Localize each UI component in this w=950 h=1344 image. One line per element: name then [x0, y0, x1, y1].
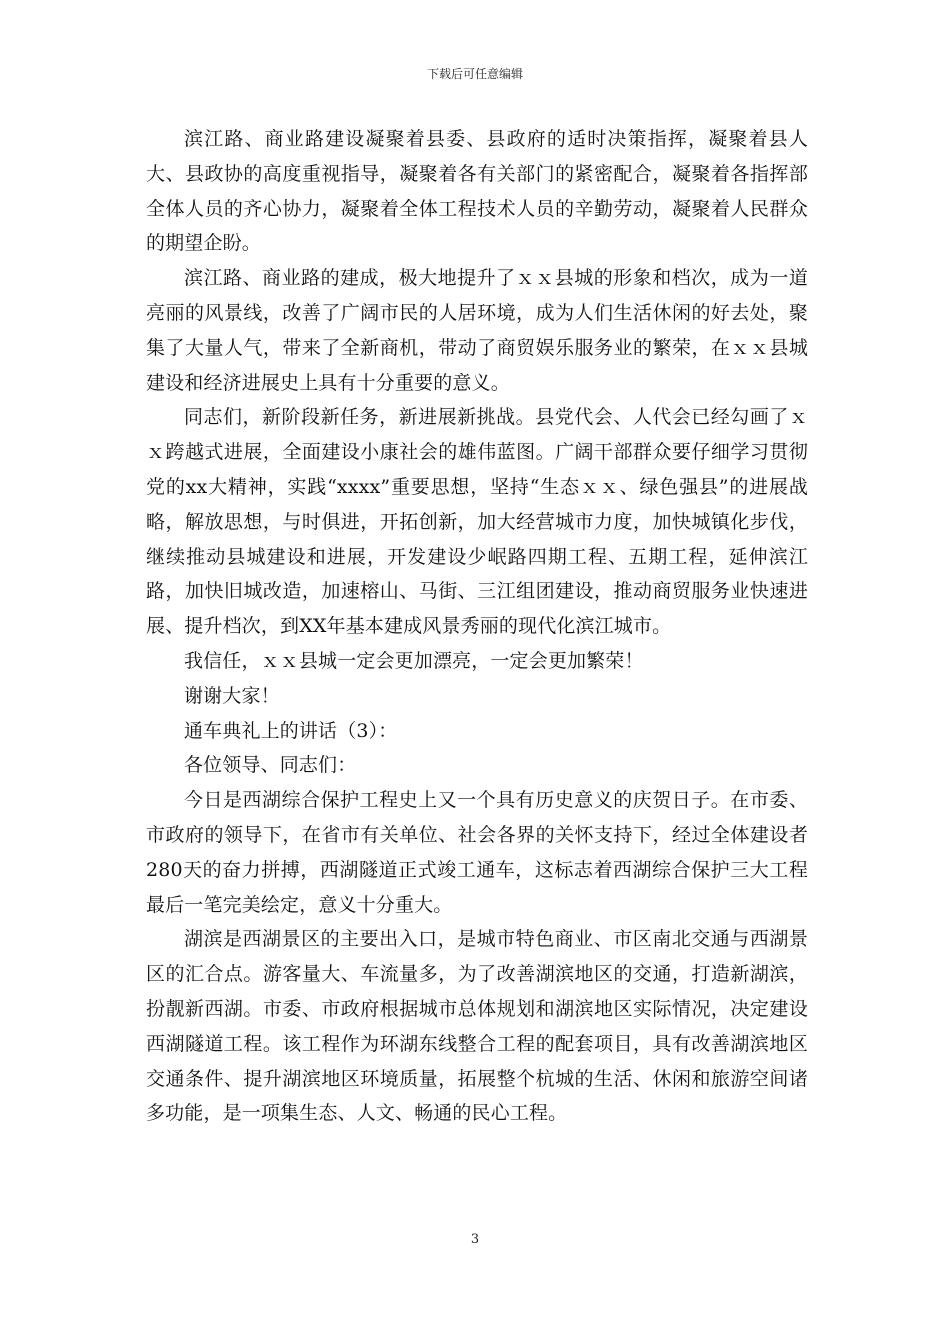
paragraph: 湖滨是西湖景区的主要出入口，是城市特色商业、市区南北交通与西湖景区的汇合点。游客量大、车流量多，为了改善湖滨地区的交通，打造新湖滨，扮靓新西湖。市委、市政府根据城市总体规划和湖滨地区实际情况，决定建设西湖隧道工程。该工程作为环湖东线整合工程的配套项目，具有改善湖滨地区交通条件、提升湖滨地区环境质量，拓展整个杭城的生活、休闲和旅游空间诸多功能，是一项集生态、人文、畅通的民心工程。 [146, 928, 808, 1125]
document-body [146, 122, 808, 1131]
paragraph: 滨江路、商业路建设凝聚着县委、县政府的适时决策指挥，凝聚着县人大、县政协的高度重视指导，凝聚着各有关部门的紧密配合，凝聚着各指挥部全体人员的齐心协力，凝聚着全体工程技术人员的辛勤劳动，凝聚着人民群众的期望企盼。 [146, 128, 808, 255]
salutation: 各位领导、同志们： [184, 754, 357, 777]
page-header: 下载后可任意编辑 [426, 67, 523, 81]
section-title: 通车典礼上的讲话（3）： [184, 719, 398, 742]
paragraph: 今日是西湖综合保护工程史上又一个具有历史意义的庆贺日子。在市委、市政府的领导下，在省市有关单位、社会各界的关怀支持下，经过全体建设者280天的奋力拼搏，西湖隧道正式竣工通车，这标志着西湖综合保护三大工程最后一笔完美绘定，意义十分重大。 [146, 789, 808, 916]
paragraph: 同志们，新阶段新任务，新进展新挑战。县党代会、人代会已经勾画了ｘｘ跨越式进展，全面建设小康社会的雄伟蓝图。广阔干部群众要仔细学习贯彻党的xx大精神，实践“xxxx”重要思想，坚持“生态ｘｘ、绿色强县”的进展战略，解放思想，与时俱进，开拓创新，加大经营城市力度，加快城镇化步伐，继续推动县城建设和进展，开发建设少岷路四期工程、五期工程，延伸滨江路，加快旧城改造，加速榕山、马街、三江组团建设，推动商贸服务业快速进展、提升档次，到XX年基本建成风景秀丽的现代化滨江城市。 [146, 406, 808, 638]
paragraph: 谢谢大家！ [184, 684, 280, 707]
page-number: 3 [470, 1232, 480, 1247]
paragraph: 滨江路、商业路的建成，极大地提升了ｘｘ县城的形象和档次，成为一道亮丽的风景线，改善了广阔市民的人居环境，成为人们生活休闲的好去处，聚集了大量人气，带来了全新商机，带动了商贸娱乐服务业的繁荣，在ｘｘ县城建设和经济进展史上具有十分重要的意义。 [146, 267, 808, 394]
paragraph: 我信任，ｘｘ县城一定会更加漂亮，一定会更加繁荣！ [184, 649, 644, 672]
